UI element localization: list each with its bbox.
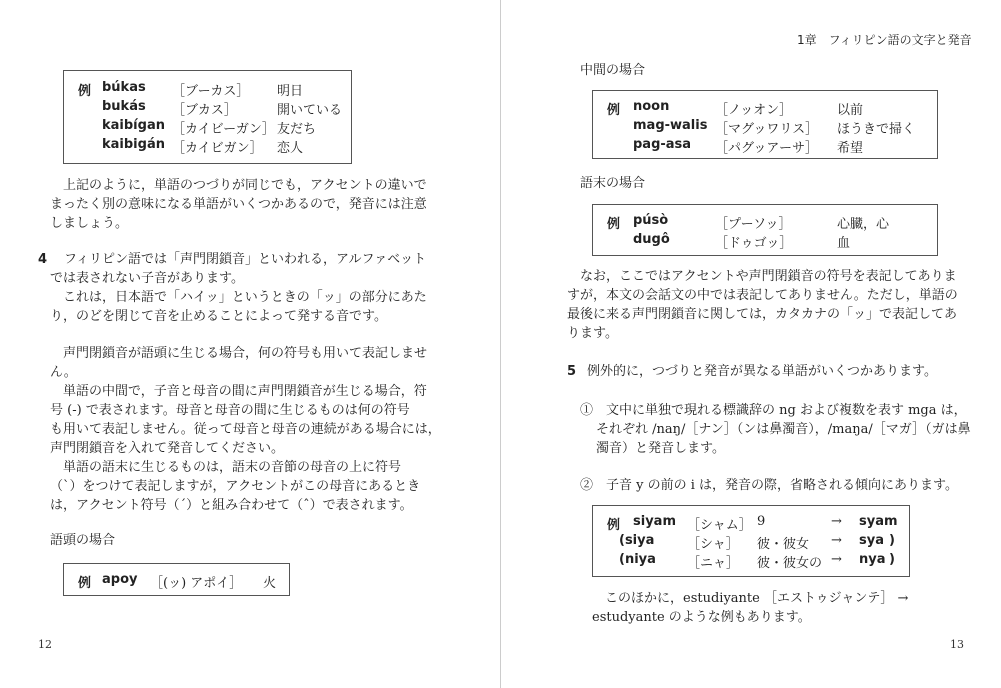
example-kana: ［パグッアーサ］ (715, 141, 818, 156)
example-kana: ［マグッワリス］ (715, 122, 819, 137)
example-meaning: 彼・彼女 (757, 537, 810, 552)
example-kana: ［シャム］ (687, 518, 752, 533)
example-kana: ［ブーカス］ (172, 84, 250, 99)
example-word: (siya (619, 533, 655, 548)
section-5-text: 例外的に，つづりと発音が異なる単語がいくつかあります。 (587, 364, 937, 379)
example-label: 例 (607, 518, 621, 533)
heading-word-medial: 中間の場合 (580, 63, 646, 78)
text-line: すが，本文の会話文の中では表記してありません。ただし，単語の (567, 288, 958, 303)
example-kana: ［カイビーガン］ (172, 122, 275, 137)
example-kana: ［プーソッ］ (715, 217, 792, 232)
text-line: 号 (-) で表されます。母音と母音の間に生じるものは何の符号 (50, 403, 410, 418)
example-meaning: 彼・彼女の (757, 556, 823, 571)
example-word: kaibigán (102, 137, 165, 152)
example-label: 例 (78, 84, 92, 99)
example-label: 例 (607, 103, 621, 118)
example-kana: ［ノッオン］ (715, 103, 793, 118)
right-page (501, 0, 1001, 688)
list-item-i-before-y: ② 子音 y の前の i は，発音の際，省略される傾向にあります。 (580, 478, 958, 493)
text-line: estudyante のような例もあります。 (592, 610, 811, 625)
example-box-elision (592, 505, 910, 577)
text-line: （ˋ）をつけて表記しますが，アクセントがこの母音にあるとき (50, 479, 421, 494)
example-word: búkas (102, 80, 146, 95)
text-line: 上記のように，単語のつづりが同じでも，アクセントの違いで (50, 178, 427, 193)
example-word: bukás (102, 99, 146, 114)
page-number: 13 (950, 638, 964, 651)
text-line: 単語の中間で，子音と母音の間に声門閉鎖音が生じる場合，符 (50, 384, 427, 399)
example-word: noon (633, 99, 670, 114)
heading-word-final: 語末の場合 (580, 176, 646, 191)
text-line: では表されない子音があります。 (50, 271, 244, 286)
example-kana: ［ドゥゴッ］ (715, 236, 793, 251)
example-word: púsò (633, 213, 669, 228)
close-paren: ) (889, 552, 895, 567)
paragraph-other-example (592, 589, 908, 627)
example-kana: ［ブカス］ (172, 103, 237, 118)
example-word: mag-walis (633, 118, 708, 133)
text-line: 声門閉鎖音が語頭に生じる場合，何の符号も用いて表記しませ (50, 346, 428, 361)
example-meaning: 開いている (277, 103, 343, 118)
text-line: ります。 (567, 326, 618, 341)
example-meaning: 友だち (277, 122, 317, 137)
example-meaning: 血 (837, 236, 851, 251)
text-line: これは，日本語で「ハイッ」というときの「ッ」の部分にあた (50, 290, 427, 305)
example-meaning: 以前 (837, 103, 864, 118)
page-number: 12 (38, 638, 52, 651)
example-meaning: 明日 (277, 84, 304, 99)
example-kana: ［(ッ) アポイ］ (150, 576, 243, 591)
example-meaning: 火 (263, 576, 277, 591)
example-word: pag-asa (633, 137, 692, 152)
example-meaning: 希望 (837, 141, 864, 156)
example-box-accent (63, 70, 352, 164)
text-line: も用いて表記しません。従って母音と母音の連続がある場合には， (50, 422, 441, 437)
text-line: このほかに，estudiyante ［エストゥジャンテ］ → (592, 591, 909, 606)
running-head: 1章 フィリピン語の文字と発音 (797, 33, 972, 47)
text-line: 濁音）と発音します。 (596, 441, 725, 456)
text-line: しましょう。 (50, 216, 129, 231)
example-meaning: 9 (757, 514, 766, 529)
example-label: 例 (607, 217, 621, 232)
text-line: フィリピン語では「声門閉鎖音」といわれる，アルファベット (64, 252, 427, 267)
example-word: dugô (633, 232, 670, 247)
section-number: 5 (567, 364, 577, 379)
close-paren: ) (889, 533, 895, 548)
heading-word-initial: 語頭の場合 (50, 533, 116, 548)
example-kana: ［ニャ］ (687, 556, 740, 571)
text-line: ん。 (50, 365, 77, 380)
arrow-icon: → (831, 533, 842, 548)
text-line: 最後に来る声門閉鎖音に関しては，カタカナの「ッ」で表記してあ (567, 307, 958, 322)
example-word: siyam (633, 514, 676, 529)
example-box-final (592, 204, 938, 256)
example-meaning: ほうきで掃く (837, 122, 916, 137)
text-line: ① 文中に単独で現れる標識辞の ng および複数を表す mga は， (580, 403, 967, 418)
example-word: kaibígan (102, 118, 165, 133)
text-line: 声門閉鎖音を入れて発音してください。 (50, 441, 285, 456)
section-number: 4 (38, 252, 48, 267)
paragraph-glottal-stop (50, 344, 441, 515)
example-meaning: 心臓，心 (837, 217, 890, 232)
example-label: 例 (78, 576, 92, 591)
arrow-icon: → (831, 514, 842, 529)
example-word: apoy (102, 572, 138, 587)
text-line: は，アクセント符号（ˊ）と組み合わせて（ˆ）で表されます。 (50, 498, 413, 513)
list-item-ng-mga (580, 401, 971, 458)
example-kana: ［シャ］ (687, 537, 739, 552)
text-line: まったく別の意味になる単語がいくつかあるので，発音には注意 (50, 197, 427, 212)
paragraph-accent-note (50, 176, 427, 233)
example-result: syam (859, 514, 898, 529)
example-meaning: 恋人 (277, 141, 304, 156)
example-word: (niya (619, 552, 656, 567)
paragraph-notation-note (567, 267, 958, 343)
text-line: それぞれ /naŋ/［ナン］（ンは鼻濁音），/maŋa/［マガ］（ガは鼻 (596, 422, 971, 437)
text-line: り，のどを閉じて音を止めることによって発する音です。 (50, 309, 387, 324)
example-box-medial (592, 90, 938, 159)
example-result: nya (859, 552, 886, 567)
example-result: sya (859, 533, 884, 548)
example-box-initial (63, 563, 290, 596)
text-line: なお，ここではアクセントや声門閉鎖音の符号を表記してありま (567, 269, 957, 284)
arrow-icon: → (831, 552, 842, 567)
example-kana: ［カイビガン］ (172, 141, 263, 156)
text-line: 単語の語末に生じるものは，語末の音節の母音の上に符号 (50, 460, 402, 475)
section-4-text (50, 250, 427, 326)
